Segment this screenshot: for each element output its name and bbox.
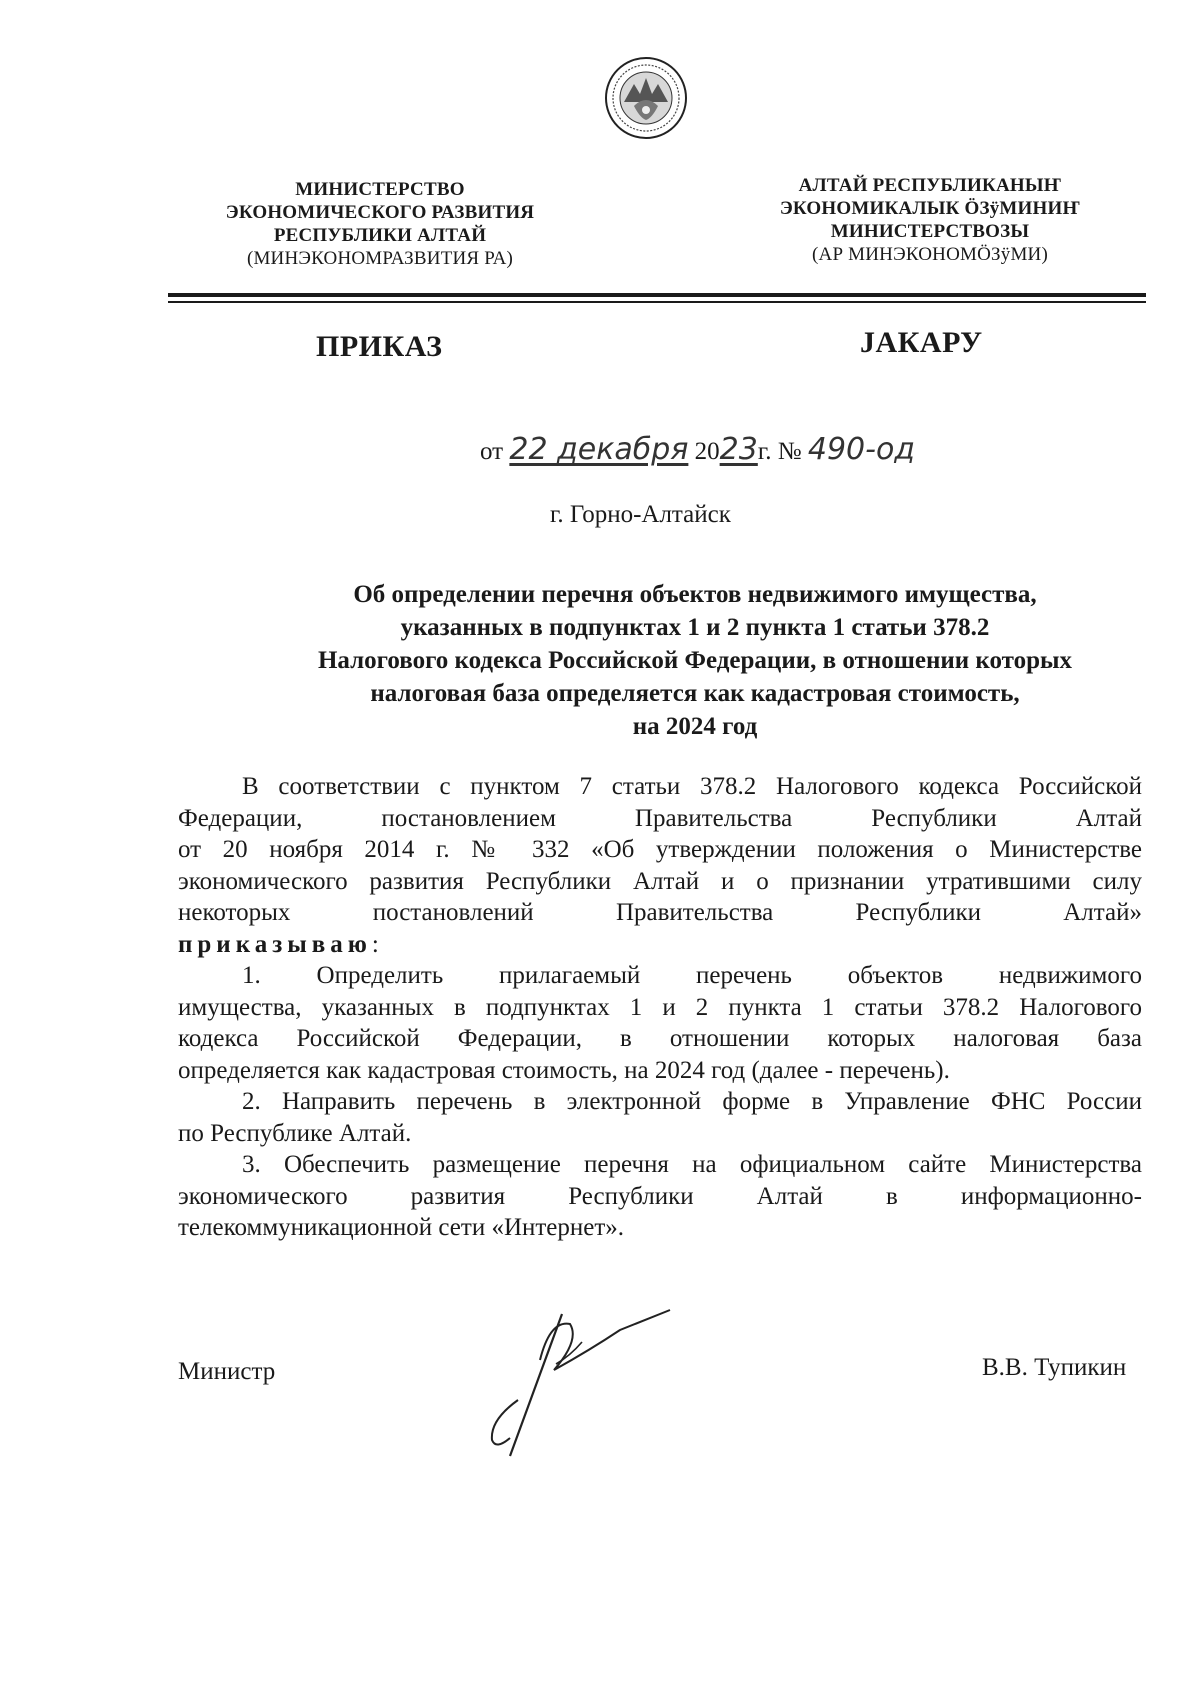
title-line-1: Об определении перечня объектов недвижимого имущества, [353, 581, 1037, 608]
item2-line-1: 2. Направить перечень в электронной форме в Управление ФНС России [242, 1088, 1142, 1115]
intro-line-5: некоторых постановлений Правительства Республики Алтай» [178, 899, 1142, 926]
signer-name: В.В. Тупикин [982, 1354, 1127, 1381]
title-line-5: на 2024 год [632, 713, 758, 740]
title-line-4: налоговая база определяется как кадастровая стоимость, [370, 680, 1020, 707]
order-colon: : [371, 930, 379, 958]
item1-line-1: 1. Определить прилагаемый перечень объектов недвижимого [242, 962, 1142, 989]
date-year-suffix: 23 [719, 432, 758, 467]
intro-line-1: В соответствии с пунктом 7 статьи 378.2 Налогового кодекса Российской [242, 773, 1142, 800]
item1-line-2: имущества, указанных в подпунктах 1 и 2 пункта 1 статьи 378.2 Налогового [178, 993, 1142, 1021]
title-line-2: указанных в подпунктах 1 и 2 пункта 1 статьи 378.2 [400, 614, 990, 641]
ministry-left-abbr: (МИНЭКОНОМРАЗВИТИЯ РА) [246, 248, 514, 269]
ministry-name-russian [200, 178, 560, 270]
order-word-line [178, 929, 1142, 961]
date-year-prefix: 20 [694, 438, 720, 465]
item1-line-4: определяется как кадастровая стоимость, на 2024 год (далее - перечень). [178, 1056, 950, 1084]
date-line [480, 432, 915, 467]
order-title-russian: ПРИКАЗ [316, 330, 443, 363]
ministry-right-line2: ЭКОНОМИКАЛЫК ÖЗÿМИНИҤ [779, 198, 1081, 219]
order-word: приказываю [178, 930, 372, 958]
item3-line-2: экономического развития Республики Алтай в информационно- [178, 1182, 1142, 1210]
ministry-right-abbr: (АР МИНЭКОНОМÖЗÿМИ) [812, 244, 1048, 265]
ministry-left-line3: РЕСПУБЛИКИ АЛТАЙ [273, 225, 487, 246]
ministry-left-line2: ЭКОНОМИЧЕСКОГО РАЗВИТИЯ [225, 202, 535, 223]
item2-line-2: по Республике Алтай. [178, 1119, 412, 1147]
intro-line-3: от 20 ноября 2014 г. № 332 «Об утверждении положения о Министерстве [178, 836, 1142, 863]
ministry-name-altai [750, 174, 1110, 266]
signer-role: Министр [178, 1358, 276, 1385]
header-divider-thin [168, 301, 1146, 303]
item3-line-1: 3. Обеспечить размещение перечня на официальном сайте Министерства [242, 1151, 1142, 1178]
ministry-right-line3: МИНИСТЕРСТВОЗЫ [830, 221, 1030, 242]
number-sign: № [777, 438, 802, 465]
handwritten-signature [470, 1300, 680, 1460]
title-line-3: Налогового кодекса Российской Федерации, в отношении которых [317, 647, 1073, 674]
date-year-unit: г. [757, 438, 772, 465]
intro-line-2: Федерации, постановлением Правительства Республики Алтай [178, 804, 1142, 832]
ministry-left-line1: МИНИСТЕРСТВО [295, 179, 465, 200]
order-title-altai: ЈАКАРУ [860, 326, 983, 359]
republic-emblem-icon [604, 56, 688, 140]
document-body [178, 771, 1142, 1244]
item1-line-3: кодекса Российской Федерации, в отношении которых налоговая база [178, 1025, 1142, 1052]
intro-line-4: экономического развития Республики Алтай и о признании утратившими силу [178, 867, 1142, 895]
ministry-right-line1: АЛТАЙ РЕСПУБЛИКАНЫҤ [798, 175, 1062, 196]
date-prefix: от [480, 438, 504, 465]
order-number: 490-од [807, 432, 916, 467]
item3-line-3: телекоммуникационной сети «Интернет». [178, 1214, 625, 1241]
header-divider-thick [168, 293, 1146, 297]
document-title [250, 578, 1140, 743]
date-day-month: 22 декабря [509, 432, 689, 467]
city-name: г. Горно-Алтайск [550, 501, 731, 528]
